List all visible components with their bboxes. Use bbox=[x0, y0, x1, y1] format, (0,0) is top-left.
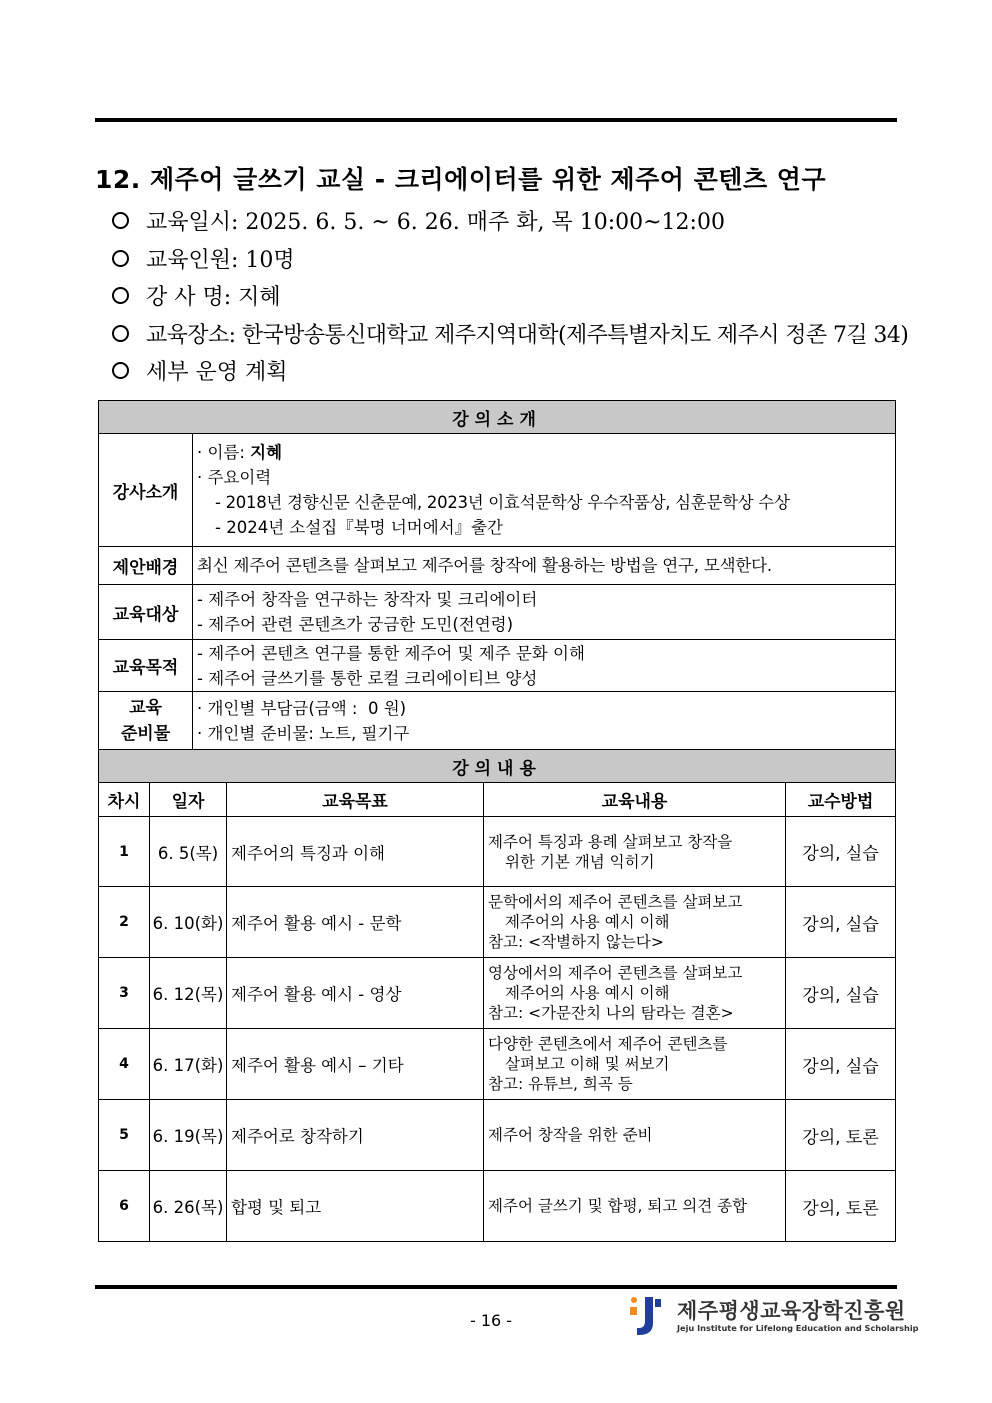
column-header: 차시 bbox=[99, 783, 150, 817]
session-method: 강의, 실습 bbox=[786, 817, 896, 887]
prep-label: 교육 준비물 bbox=[99, 692, 193, 750]
top-rule bbox=[95, 118, 897, 122]
bullet-text: 강 사 명: 지혜 bbox=[146, 285, 281, 311]
prep-item: · 개인별 부담금(금액 : 0 원) bbox=[197, 698, 407, 718]
goal-label: 교육목적 bbox=[99, 640, 193, 692]
bullet-text: 교육일시: 2025. 6. 5. ~ 6. 26. 매주 화, 목 10:00~12:00 bbox=[146, 210, 725, 236]
institute-logo-icon bbox=[627, 1295, 665, 1337]
bullet-list bbox=[110, 202, 908, 390]
table-row bbox=[99, 958, 896, 1029]
bullet-item bbox=[110, 202, 908, 240]
bullet-item bbox=[110, 240, 908, 278]
session-number: 1 bbox=[99, 817, 150, 887]
session-date: 6. 10(화) bbox=[150, 887, 227, 958]
institute-subtitle: Jeju Institute for Lifelong Education and Scholarship bbox=[677, 1323, 919, 1333]
bullet-item bbox=[110, 315, 908, 353]
column-header: 일자 bbox=[150, 783, 227, 817]
session-goal: 제주어의 특징과 이해 bbox=[227, 817, 484, 887]
session-method: 강의, 실습 bbox=[786, 958, 896, 1029]
column-header: 교수방법 bbox=[786, 783, 896, 817]
bullet-text: 교육인원: 10명 bbox=[146, 247, 295, 273]
table-row bbox=[99, 1100, 896, 1171]
table-row bbox=[99, 1029, 896, 1100]
target-label: 교육대상 bbox=[99, 585, 193, 640]
session-goal: 제주어로 창작하기 bbox=[227, 1100, 484, 1171]
session-goal: 제주어 활용 예시 - 문학 bbox=[227, 887, 484, 958]
column-header: 교육목표 bbox=[227, 783, 484, 817]
session-method: 강의, 토론 bbox=[786, 1100, 896, 1171]
session-date: 6. 19(목) bbox=[150, 1100, 227, 1171]
goal-text bbox=[193, 640, 896, 692]
page-number: - 16 - bbox=[470, 1311, 513, 1330]
target-item: - 제주어 창작을 연구하는 창작자 및 크리에이터 bbox=[197, 590, 538, 609]
intro-header: 강의소개 bbox=[99, 401, 896, 434]
instructor-label: 강사소개 bbox=[99, 434, 193, 547]
session-date: 6. 26(목) bbox=[150, 1171, 227, 1242]
session-date: 6. 12(목) bbox=[150, 958, 227, 1029]
column-header: 교육내용 bbox=[484, 783, 786, 817]
session-date: 6. 17(화) bbox=[150, 1029, 227, 1100]
table-row bbox=[99, 1171, 896, 1242]
section-heading: 12. 제주어 글쓰기 교실 - 크리에이터를 위한 제주어 콘텐츠 연구 bbox=[95, 165, 827, 194]
session-method: 강의, 실습 bbox=[786, 887, 896, 958]
session-content: 영상에서의 제주어 콘텐츠를 살펴보고 제주어의 사용 예시 이해 참고: <가문잔치 나의 탐라는 결혼> bbox=[484, 958, 786, 1029]
background-label: 제안배경 bbox=[99, 547, 193, 585]
circle-bullet-icon bbox=[112, 362, 129, 379]
session-number: 4 bbox=[99, 1029, 150, 1100]
session-method: 강의, 토론 bbox=[786, 1171, 896, 1242]
prep-item: · 개인별 준비물: 노트, 필기구 bbox=[197, 723, 410, 743]
session-goal: 합평 및 퇴고 bbox=[227, 1171, 484, 1242]
career-label: · 주요이력 bbox=[197, 468, 272, 487]
session-content: 제주어 창작을 위한 준비 bbox=[484, 1100, 786, 1171]
session-goal: 제주어 활용 예시 – 기타 bbox=[227, 1029, 484, 1100]
bullet-text: 교육장소: 한국방송통신대학교 제주지역대학(제주특별자치도 제주시 정존 7길 34) bbox=[146, 322, 909, 348]
course-table bbox=[98, 400, 896, 1242]
goal-item: - 제주어 콘텐츠 연구를 통한 제주어 및 제주 문화 이해 bbox=[197, 643, 585, 663]
table-row bbox=[99, 817, 896, 887]
bullet-text: 세부 운영 계획 bbox=[146, 360, 288, 386]
session-content: 다양한 콘텐츠에서 제주어 콘텐츠를 살펴보고 이해 및 써보기 참고: 유튜브, 희곡 등 bbox=[484, 1029, 786, 1100]
career-item: - 2024년 소설집『북명 너머에서』출간 bbox=[215, 518, 503, 537]
schedule-header: 강의내용 bbox=[99, 750, 896, 783]
instructor-info bbox=[193, 434, 896, 547]
session-number: 3 bbox=[99, 958, 150, 1029]
institute-name: 제주평생교육장학진흥원 bbox=[677, 1299, 906, 1323]
circle-bullet-icon bbox=[112, 287, 129, 304]
session-number: 2 bbox=[99, 887, 150, 958]
instructor-name-line: · 이름: 지혜 bbox=[197, 443, 283, 462]
circle-bullet-icon bbox=[112, 250, 129, 267]
career-item: - 2018년 경향신문 신춘문예, 2023년 이효석문학상 우수작품상, 심훈문학상 수상 bbox=[215, 493, 790, 512]
session-date: 6. 5(목) bbox=[150, 817, 227, 887]
circle-bullet-icon bbox=[112, 212, 129, 229]
circle-bullet-icon bbox=[112, 325, 129, 342]
bullet-item bbox=[110, 277, 908, 315]
session-method: 강의, 실습 bbox=[786, 1029, 896, 1100]
session-number: 5 bbox=[99, 1100, 150, 1171]
table-row bbox=[99, 887, 896, 958]
bullet-item bbox=[110, 352, 908, 390]
target-item: - 제주어 관련 콘텐츠가 궁금한 도민(전연령) bbox=[197, 615, 514, 634]
background-text: 최신 제주어 콘텐츠를 살펴보고 제주어를 창작에 활용하는 방법을 연구, 모색한다. bbox=[193, 547, 896, 585]
session-content: 문학에서의 제주어 콘텐츠를 살펴보고 제주어의 사용 예시 이해 참고: <작별하지 않는다> bbox=[484, 887, 786, 958]
goal-item: - 제주어 글쓰기를 통한 로컬 크리에이티브 양성 bbox=[197, 668, 538, 688]
session-number: 6 bbox=[99, 1171, 150, 1242]
prep-text bbox=[193, 692, 896, 750]
instructor-name: 지혜 bbox=[250, 443, 283, 462]
session-goal: 제주어 활용 예시 - 영상 bbox=[227, 958, 484, 1029]
session-content: 제주어 글쓰기 및 합평, 퇴고 의견 종합 bbox=[484, 1171, 786, 1242]
institute-logo bbox=[627, 1295, 919, 1340]
bottom-rule bbox=[95, 1285, 897, 1289]
session-content: 제주어 특징과 용례 살펴보고 창작을 위한 기본 개념 익히기 bbox=[484, 817, 786, 887]
target-text bbox=[193, 585, 896, 640]
